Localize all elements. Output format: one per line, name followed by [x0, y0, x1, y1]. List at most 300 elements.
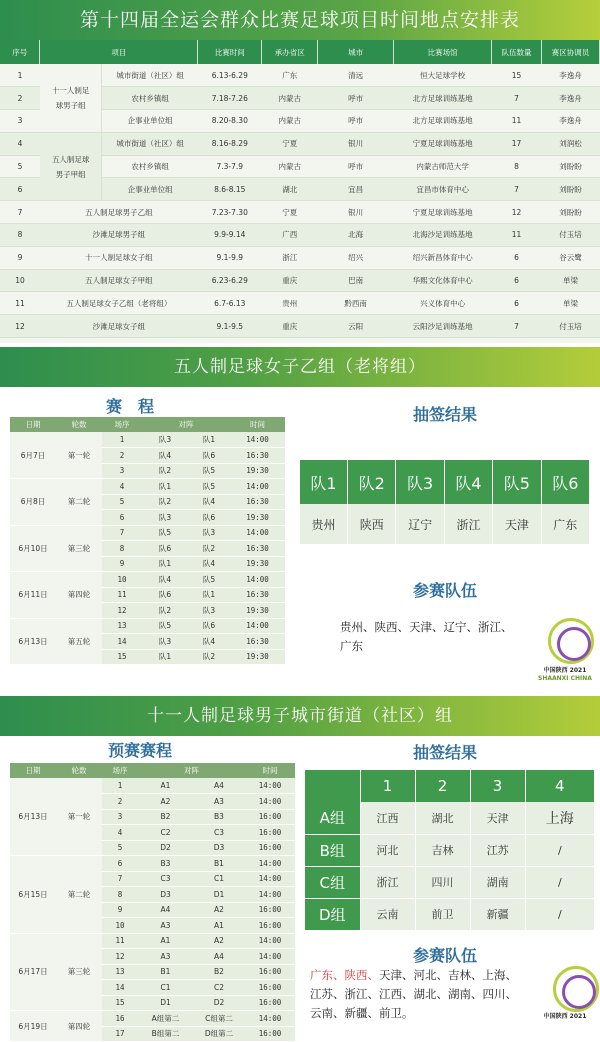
draw-slot: 队4: [444, 460, 492, 504]
table-cell: 宜昌市体育中心: [394, 178, 492, 201]
table-cell: 企事业单位组: [102, 178, 198, 201]
match-time: 16:00: [245, 1026, 295, 1042]
col-header: 项目: [40, 40, 198, 64]
table-cell: 北海: [318, 224, 394, 247]
table-cell: 沙滩足球男子组: [40, 224, 198, 247]
teams-list: [340, 618, 550, 656]
table-cell: 7.3-7.9: [198, 155, 262, 178]
col-header: 日期: [10, 763, 56, 778]
table-cell: 9.1-9.5: [198, 315, 262, 338]
draw-team: /: [525, 898, 594, 930]
draw-slot: 队3: [396, 460, 444, 504]
draw-slot: 队2: [348, 460, 396, 504]
overall-schedule-title: 第十四届全运会群众比赛足球项目时间地点安排表: [0, 0, 600, 40]
women-veteran-schedule-table: [10, 417, 285, 665]
away-team: 队6: [188, 618, 230, 634]
games-logo-icon: [553, 966, 599, 1012]
col-header: 时间: [230, 417, 285, 432]
away-team: C2: [193, 980, 245, 996]
table-cell: 刘盼盼: [541, 155, 599, 178]
match-time: 16:00: [245, 902, 295, 918]
table-row: [0, 201, 600, 224]
table-cell: 农村乡镇组: [102, 87, 198, 110]
table-cell: 9.9-9.14: [198, 224, 262, 247]
draw-team: 浙江: [360, 866, 415, 898]
home-team: D1: [138, 995, 193, 1011]
away-team: D2: [193, 995, 245, 1011]
table-cell: 内蒙古: [262, 87, 318, 110]
table-cell: 7.18-7.26: [198, 87, 262, 110]
table-cell: 银川: [318, 201, 394, 224]
col-header: 对阵: [138, 763, 245, 778]
match-number: 4: [102, 825, 138, 841]
men-city-schedule-table: [10, 763, 295, 1042]
table-cell: 巴南: [318, 269, 394, 292]
table-cell: 李逸舟: [541, 87, 599, 110]
col-header: 对阵: [142, 417, 230, 432]
table-cell: 7: [0, 201, 40, 224]
draw-slot: 1: [360, 770, 415, 802]
home-team: 队6: [142, 587, 188, 603]
section-banner-men-city: 十一人制足球男子城市街道（社区）组: [0, 696, 600, 736]
table-cell: 城市街道（社区）组: [102, 64, 198, 87]
table-cell: 10: [0, 269, 40, 292]
table-cell: 8: [492, 155, 542, 178]
draw-team: 云南: [360, 898, 415, 930]
draw-team: 湖北: [415, 802, 470, 834]
draw-value-row: [300, 504, 590, 544]
table-cell: 华熙文化体育中心: [394, 269, 492, 292]
draw-result-title: 抽签结果: [412, 743, 477, 762]
match-date: 6月15日: [10, 856, 56, 934]
home-team: D2: [138, 840, 193, 856]
home-team: C3: [138, 871, 193, 887]
match-number: 14: [102, 980, 138, 996]
home-team: B3: [138, 856, 193, 872]
table-cell: 单梁: [541, 292, 599, 315]
home-team: 队4: [142, 572, 188, 588]
schedule-title: 赛 程: [105, 397, 154, 416]
table-cell: 8: [0, 224, 40, 247]
table-cell: 6.13-6.29: [198, 64, 262, 87]
teams-title: 参赛队伍: [412, 946, 477, 965]
draw-slot: 队1: [300, 460, 348, 504]
table-cell: 15: [492, 64, 542, 87]
men-city-draw-table: [305, 770, 595, 931]
home-team: A3: [138, 918, 193, 934]
match-time: 16:00: [245, 995, 295, 1011]
table-cell: 呼市: [318, 155, 394, 178]
match-number: 6: [102, 856, 138, 872]
col-header: 承办省区: [262, 40, 318, 64]
match-number: 16: [102, 1011, 138, 1027]
table-cell: 广西: [262, 224, 318, 247]
draw-slot: 队6: [541, 460, 589, 504]
away-team: D3: [193, 840, 245, 856]
table-row: [0, 224, 600, 247]
home-team: 队6: [142, 541, 188, 557]
draw-slot: [305, 770, 360, 802]
table-cell: 8.16-8.29: [198, 132, 262, 155]
table-cell: 刘盼盼: [541, 178, 599, 201]
table-cell: 7.23-7.30: [198, 201, 262, 224]
draw-team: 广东: [541, 504, 589, 544]
match-time: 16:00: [245, 980, 295, 996]
table-cell: 银川: [318, 132, 394, 155]
table-header-row: [10, 417, 285, 432]
draw-team: 前卫: [415, 898, 470, 930]
match-number: 15: [102, 649, 142, 665]
match-number: 17: [102, 1026, 138, 1042]
match-round: 第四轮: [56, 1011, 102, 1042]
draw-slot: 队5: [493, 460, 541, 504]
match-time: 16:00: [245, 809, 295, 825]
match-number: 11: [102, 933, 138, 949]
table-cell: 企事业单位组: [102, 110, 198, 133]
match-number: 2: [102, 448, 142, 464]
draw-team: /: [525, 834, 594, 866]
table-cell: 城市街道（社区）组: [102, 132, 198, 155]
draw-team: 河北: [360, 834, 415, 866]
match-round: 第二轮: [56, 856, 102, 934]
away-team: C3: [193, 825, 245, 841]
table-cell: 呼市: [318, 110, 394, 133]
draw-slot: 4: [525, 770, 594, 802]
home-team: C1: [138, 980, 193, 996]
table-cell: 9: [0, 246, 40, 269]
col-header: 场序: [102, 417, 142, 432]
match-round: 第三轮: [56, 933, 102, 1011]
match-time: 14:00: [245, 856, 295, 872]
match-time: 14:00: [245, 949, 295, 965]
match-round: 第五轮: [56, 618, 102, 665]
match-number: 10: [102, 572, 142, 588]
table-cell: 北方足球训练基地: [394, 87, 492, 110]
match-number: 1: [102, 778, 138, 794]
match-number: 14: [102, 634, 142, 650]
draw-slot: 2: [415, 770, 470, 802]
table-cell: 12: [492, 201, 542, 224]
match-row: [10, 572, 285, 588]
match-round: 第二轮: [56, 479, 102, 526]
draw-team: /: [525, 866, 594, 898]
match-number: 13: [102, 964, 138, 980]
match-time: 19:30: [230, 603, 285, 619]
home-team: 队1: [142, 479, 188, 495]
logo-caption: 中国陕西 2021 SHAANXI CHINA: [538, 667, 592, 682]
away-team: 队4: [188, 556, 230, 572]
match-time: 14:00: [230, 525, 285, 541]
home-team: 队3: [142, 510, 188, 526]
table-cell: 宁夏: [262, 201, 318, 224]
teams-line: 广东: [340, 639, 363, 653]
match-time: 16:00: [245, 964, 295, 980]
match-number: 8: [102, 541, 142, 557]
table-cell: 浙江: [262, 246, 318, 269]
away-team: A2: [193, 902, 245, 918]
table-cell: 6: [492, 292, 542, 315]
match-row: [10, 525, 285, 541]
draw-team: 江西: [360, 802, 415, 834]
away-team: D1: [193, 887, 245, 903]
home-team: 队2: [142, 603, 188, 619]
match-date: 6月10日: [10, 525, 56, 572]
home-team: 队1: [142, 556, 188, 572]
draw-team: 浙江: [444, 504, 492, 544]
table-cell: 内蒙古: [262, 110, 318, 133]
table-cell: 沙滩足球女子组: [40, 315, 198, 338]
teams-line: 贵州、陕西、天津、辽宁、浙江、: [340, 620, 513, 634]
match-time: 14:00: [230, 432, 285, 448]
table-row: [0, 132, 600, 155]
table-cell: 6.23-6.29: [198, 269, 262, 292]
match-round: 第一轮: [56, 432, 102, 479]
col-header: 城市: [318, 40, 394, 64]
table-cell: 广东: [262, 64, 318, 87]
draw-group-row: [305, 898, 595, 930]
draw-team: 贵州: [300, 504, 348, 544]
away-team: 队5: [188, 463, 230, 479]
draw-team: 湖南: [470, 866, 525, 898]
away-team: C组第二: [193, 1011, 245, 1027]
home-team: 队1: [142, 649, 188, 665]
match-number: 4: [102, 479, 142, 495]
match-number: 5: [102, 494, 142, 510]
match-row: [10, 856, 295, 872]
table-cell: 宁夏足球训练基地: [394, 201, 492, 224]
table-cell: 云阳沙足训练基地: [394, 315, 492, 338]
table-cell: 黔西南: [318, 292, 394, 315]
overall-schedule-table: [0, 40, 600, 338]
home-team: 队5: [142, 618, 188, 634]
match-number: 1: [102, 432, 142, 448]
draw-team: 吉林: [415, 834, 470, 866]
home-team: A4: [138, 902, 193, 918]
table-row: [0, 292, 600, 315]
away-team: 队2: [188, 541, 230, 557]
away-team: 队5: [188, 479, 230, 495]
table-cell: 重庆: [262, 269, 318, 292]
draw-slot: 3: [470, 770, 525, 802]
match-number: 2: [102, 794, 138, 810]
table-cell: 7: [492, 87, 542, 110]
table-row: [0, 269, 600, 292]
draw-group-row: [305, 866, 595, 898]
table-cell: 7: [492, 178, 542, 201]
draw-group-row: [305, 802, 595, 834]
match-date: 6月17日: [10, 933, 56, 1011]
match-time: 16:30: [230, 634, 285, 650]
logo-caption: 中国陕西 2021: [543, 1013, 587, 1020]
match-number: 3: [102, 809, 138, 825]
match-time: 14:00: [230, 479, 285, 495]
table-cell: 3: [0, 110, 40, 133]
draw-team: 天津: [470, 802, 525, 834]
table-header-row: [0, 40, 600, 64]
away-team: 队6: [188, 448, 230, 464]
table-cell: 李逸舟: [541, 110, 599, 133]
home-team: 队2: [142, 463, 188, 479]
table-cell: 贵州: [262, 292, 318, 315]
draw-header-row: [305, 770, 595, 802]
away-team: A4: [193, 949, 245, 965]
match-number: 9: [102, 556, 142, 572]
match-date: 6月7日: [10, 432, 56, 479]
table-cell: 湖北: [262, 178, 318, 201]
match-time: 14:00: [245, 794, 295, 810]
match-row: [10, 432, 285, 448]
group-label: A组: [305, 802, 360, 834]
away-team: 队1: [188, 587, 230, 603]
match-time: 16:30: [230, 448, 285, 464]
games-logo-icon: [548, 618, 594, 664]
home-team: A组第二: [138, 1011, 193, 1027]
home-team: 队3: [142, 634, 188, 650]
table-cell: 五人制足球女子乙组（老将组）: [40, 292, 198, 315]
home-team: B组第二: [138, 1026, 193, 1042]
table-cell: 重庆: [262, 315, 318, 338]
table-cell: 6: [492, 246, 542, 269]
col-header: 序号: [0, 40, 40, 64]
teams-line: 江苏、浙江、江西、湖北、湖南、四川、: [310, 987, 517, 1001]
prelim-schedule-title: 预赛赛程: [107, 741, 172, 760]
match-number: 12: [102, 603, 142, 619]
col-header: 队伍数量: [492, 40, 542, 64]
draw-team: 四川: [415, 866, 470, 898]
away-team: B2: [193, 964, 245, 980]
match-number: 5: [102, 840, 138, 856]
draw-group-row: [305, 834, 595, 866]
section-banner-women-veteran: 五人制足球女子乙组（老将组）: [0, 347, 600, 387]
table-cell: 刘润松: [541, 132, 599, 155]
match-number: 12: [102, 949, 138, 965]
match-time: 16:30: [230, 541, 285, 557]
match-number: 11: [102, 587, 142, 603]
col-header: 场序: [102, 763, 138, 778]
women-veteran-draw-table: [300, 460, 590, 544]
match-number: 10: [102, 918, 138, 934]
away-team: 队4: [188, 494, 230, 510]
match-date: 6月19日: [10, 1011, 56, 1042]
table-cell: 11: [0, 292, 40, 315]
col-header: 比赛时间: [198, 40, 262, 64]
draw-team: 陕西: [348, 504, 396, 544]
draw-team: 上海: [525, 802, 594, 834]
away-team: 队5: [188, 572, 230, 588]
draw-header-row: [300, 460, 590, 504]
match-time: 14:00: [245, 778, 295, 794]
match-time: 16:30: [230, 587, 285, 603]
table-row: [0, 315, 600, 338]
away-team: B1: [193, 856, 245, 872]
teams-line: 广东、陕西、天津、河北、吉林、上海、: [310, 968, 517, 982]
table-cell: 宁夏足球训练基地: [394, 132, 492, 155]
table-cell: 北海沙足训练基地: [394, 224, 492, 247]
home-team: A3: [138, 949, 193, 965]
table-cell: 1: [0, 64, 40, 87]
table-cell: 宜昌: [318, 178, 394, 201]
table-cell: 李逸舟: [541, 64, 599, 87]
match-time: 19:30: [230, 556, 285, 572]
match-time: 16:30: [230, 494, 285, 510]
home-team: B2: [138, 809, 193, 825]
match-time: 14:00: [245, 887, 295, 903]
away-team: A3: [193, 794, 245, 810]
table-cell: 8.20-8.30: [198, 110, 262, 133]
host-teams: 广东、陕西、: [310, 968, 379, 982]
match-row: [10, 778, 295, 794]
home-team: D3: [138, 887, 193, 903]
group-label: B组: [305, 834, 360, 866]
away-team: C1: [193, 871, 245, 887]
match-number: 13: [102, 618, 142, 634]
table-cell: 呼市: [318, 87, 394, 110]
table-cell: 清远: [318, 64, 394, 87]
table-cell: 云阳: [318, 315, 394, 338]
col-header: 日期: [10, 417, 56, 432]
away-team: 队3: [188, 603, 230, 619]
match-number: 8: [102, 887, 138, 903]
match-round: 第三轮: [56, 525, 102, 572]
table-row: [0, 246, 600, 269]
away-team: B3: [193, 809, 245, 825]
draw-result-title: 抽签结果: [412, 405, 477, 424]
col-header: 轮数: [56, 763, 102, 778]
table-cell: 7: [492, 315, 542, 338]
table-cell: 付玉培: [541, 224, 599, 247]
draw-team: 新疆: [470, 898, 525, 930]
home-team: 队4: [142, 448, 188, 464]
table-cell: 5: [0, 155, 40, 178]
table-cell: 11: [492, 110, 542, 133]
table-cell: 五人制足球男子乙组: [40, 201, 198, 224]
overall-schedule-section: [0, 0, 600, 343]
table-cell: 刘盼盼: [541, 201, 599, 224]
group-label: 五人制足球 男子甲组: [40, 132, 102, 200]
away-team: 队4: [188, 634, 230, 650]
table-cell: 谷云鹭: [541, 246, 599, 269]
table-cell: 付玉培: [541, 315, 599, 338]
col-header: 比赛场馆: [394, 40, 492, 64]
table-cell: 6.7-6.13: [198, 292, 262, 315]
col-header: 时间: [245, 763, 295, 778]
home-team: C2: [138, 825, 193, 841]
draw-team: 天津: [493, 504, 541, 544]
away-team: 队1: [188, 432, 230, 448]
table-cell: 9.1-9.9: [198, 246, 262, 269]
group-label: C组: [305, 866, 360, 898]
match-number: 3: [102, 463, 142, 479]
away-team: A2: [193, 933, 245, 949]
table-cell: 内蒙古: [262, 155, 318, 178]
table-cell: 2: [0, 87, 40, 110]
match-time: 19:30: [230, 463, 285, 479]
table-cell: 绍兴: [318, 246, 394, 269]
table-cell: 恒大足球学校: [394, 64, 492, 87]
match-number: 6: [102, 510, 142, 526]
table-cell: 内蒙古师范大学: [394, 155, 492, 178]
match-row: [10, 1011, 295, 1027]
match-time: 14:00: [230, 572, 285, 588]
match-time: 16:00: [245, 840, 295, 856]
match-round: 第一轮: [56, 778, 102, 856]
match-row: [10, 479, 285, 495]
away-team: 队6: [188, 510, 230, 526]
group-label: 十一人制足 球男子组: [40, 64, 102, 132]
draw-team: 辽宁: [396, 504, 444, 544]
table-cell: 4: [0, 132, 40, 155]
home-team: B1: [138, 964, 193, 980]
